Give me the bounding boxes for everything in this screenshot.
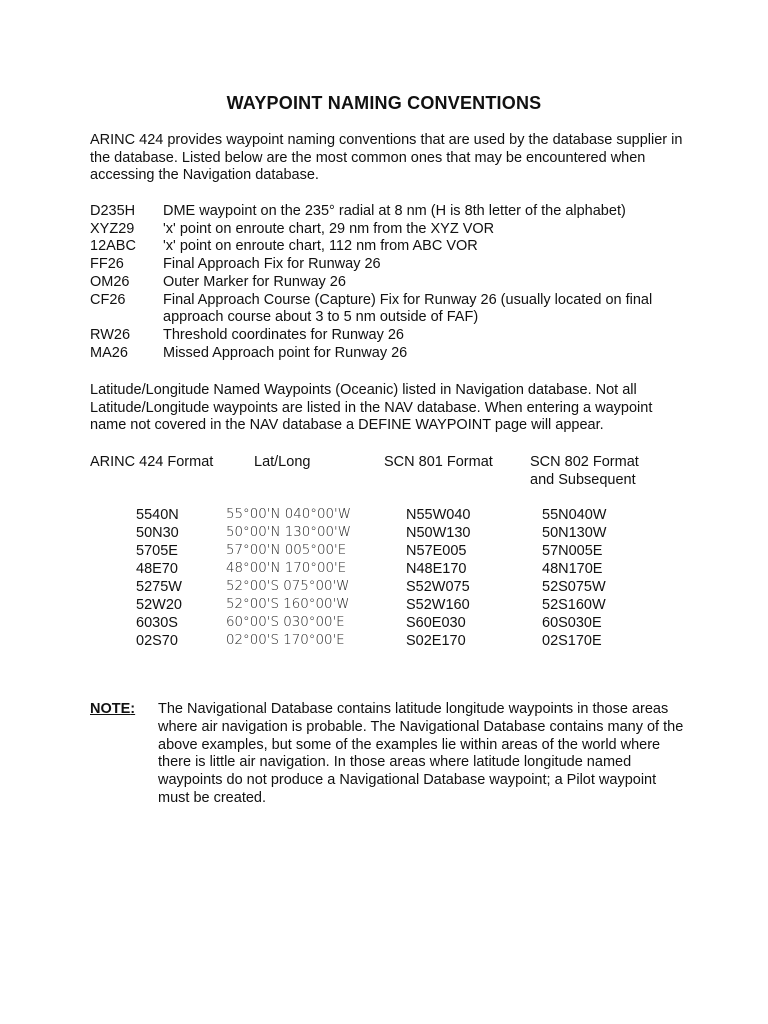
table-cell: 60°00'S 030°00'E (226, 615, 345, 630)
table-cell: 50°00'N 130°00'W (226, 525, 351, 540)
note-text: The Navigational Database contains latitude longitude waypoints in those areas where air navigation is probable. The Navigational Database contains many of the above examples, but some of the examples lie within areas of the world where there is little air navigation. In those areas where latitude longitude named waypoints do not produce a Navigational Database waypoint; a Pilot waypoint must be created. (158, 701, 684, 806)
list-item (90, 256, 690, 274)
header-scn801-format: SCN 801 Format (384, 454, 493, 470)
latlong-paragraph: Latitude/Longitude Named Waypoints (Oceanic) listed in Navigation database. Not all Latitude/Longitude waypoints are listed in the NAV database. When entering a waypoint name not covered in the NAV database a DEFINE WAYPOINT page will appear. (90, 382, 653, 434)
table-cell: N57E005 (406, 543, 467, 559)
table-cell: 02S70 (136, 633, 178, 649)
table-cell: 02°00'S 170°00'E (226, 633, 345, 648)
list-item (90, 327, 690, 345)
waypoint-description: Threshold coordinates for Runway 26 (163, 326, 404, 343)
table-cell: 50N30 (136, 525, 179, 541)
table-cell: 52S160W (542, 597, 606, 613)
waypoint-code: 12ABC (90, 238, 136, 255)
waypoint-code: D235H (90, 203, 136, 219)
table-cell: N55W040 (406, 507, 471, 523)
table-cell: S52W075 (406, 579, 470, 595)
header-scn802-format (530, 453, 639, 489)
waypoint-description: Missed Approach point for Runway 26 (163, 344, 408, 361)
waypoint-description: 'x' point on enroute chart, 112 nm from ABC VOR (163, 238, 478, 255)
table-cell: 57N005E (542, 543, 603, 559)
header-latlong: Lat/Long (254, 454, 311, 470)
table-cell: 5540N (136, 507, 179, 523)
note-label-colon: : (130, 701, 136, 717)
header-scn802-line1: SCN 802 Format (530, 454, 639, 470)
waypoint-description: 'x' point on enroute chart, 29 nm from the XYZ VOR (163, 220, 495, 237)
note-label: NOTE (90, 701, 131, 717)
waypoint-description: DME waypoint on the 235° radial at 8 nm (H is 8th letter of the alphabet) (163, 203, 626, 219)
waypoint-description: Outer Marker for Runway 26 (163, 273, 346, 290)
table-cell: 52S075W (542, 579, 606, 595)
list-item (90, 221, 690, 239)
table-cell: 52°00'S 160°00'W (226, 597, 350, 612)
waypoint-code: FF26 (90, 256, 124, 273)
list-item (90, 238, 690, 256)
table-cell: 55N040W (542, 507, 607, 523)
waypoint-code: RW26 (90, 326, 131, 343)
list-item (90, 292, 690, 327)
list-item (90, 274, 690, 292)
waypoint-description: Final Approach Fix for Runway 26 (163, 256, 381, 273)
table-cell: 02S170E (542, 633, 602, 649)
table-cell: 5275W (136, 579, 182, 595)
table-cell: 55°00'N 040°00'W (226, 507, 351, 522)
page-title: WAYPOINT NAMING CONVENTIONS (226, 93, 542, 113)
table-cell: 52°00'S 075°00'W (226, 579, 350, 594)
waypoint-code: XYZ29 (90, 220, 135, 237)
table-cell: S02E170 (406, 633, 466, 649)
waypoint-code: MA26 (90, 344, 128, 361)
column-arinc (136, 506, 182, 650)
waypoint-code: OM26 (90, 273, 130, 290)
waypoint-code: CF26 (90, 291, 126, 308)
table-cell: N50W130 (406, 525, 471, 541)
table-cell: 48N170E (542, 561, 603, 577)
note-label-wrap (90, 701, 135, 719)
intro-paragraph: ARINC 424 provides waypoint naming conventions that are used by the database supplier in the database. Listed below are the most common ones that may be encountered when accessing the Navigation database. (90, 132, 683, 184)
column-latlong (226, 506, 351, 650)
list-item (90, 203, 690, 221)
table-cell: 6030S (136, 615, 178, 631)
waypoint-examples-list (90, 203, 690, 362)
table-cell: N48E170 (406, 561, 467, 577)
table-cell: 50N130W (542, 525, 607, 541)
table-cell: 57°00'N 005°00'E (226, 543, 347, 558)
table-cell: 5705E (136, 543, 178, 559)
table-cell: S60E030 (406, 615, 466, 631)
column-scn802 (542, 506, 606, 650)
header-arinc-format: ARINC 424 Format (90, 454, 214, 470)
table-cell: 52W20 (136, 597, 182, 613)
table-cell: 48°00'N 170°00'E (226, 561, 347, 576)
table-cell: S52W160 (406, 597, 470, 613)
table-cell: 48E70 (136, 561, 178, 577)
waypoint-description: Final Approach Course (Capture) Fix for Runway 26 (usually located on final approach course about 3 to 5 nm outside of FAF) (163, 291, 653, 326)
column-scn801 (406, 506, 470, 650)
header-scn802-line2: and Subsequent (530, 472, 636, 488)
list-item (90, 345, 690, 363)
table-cell: 60S030E (542, 615, 602, 631)
